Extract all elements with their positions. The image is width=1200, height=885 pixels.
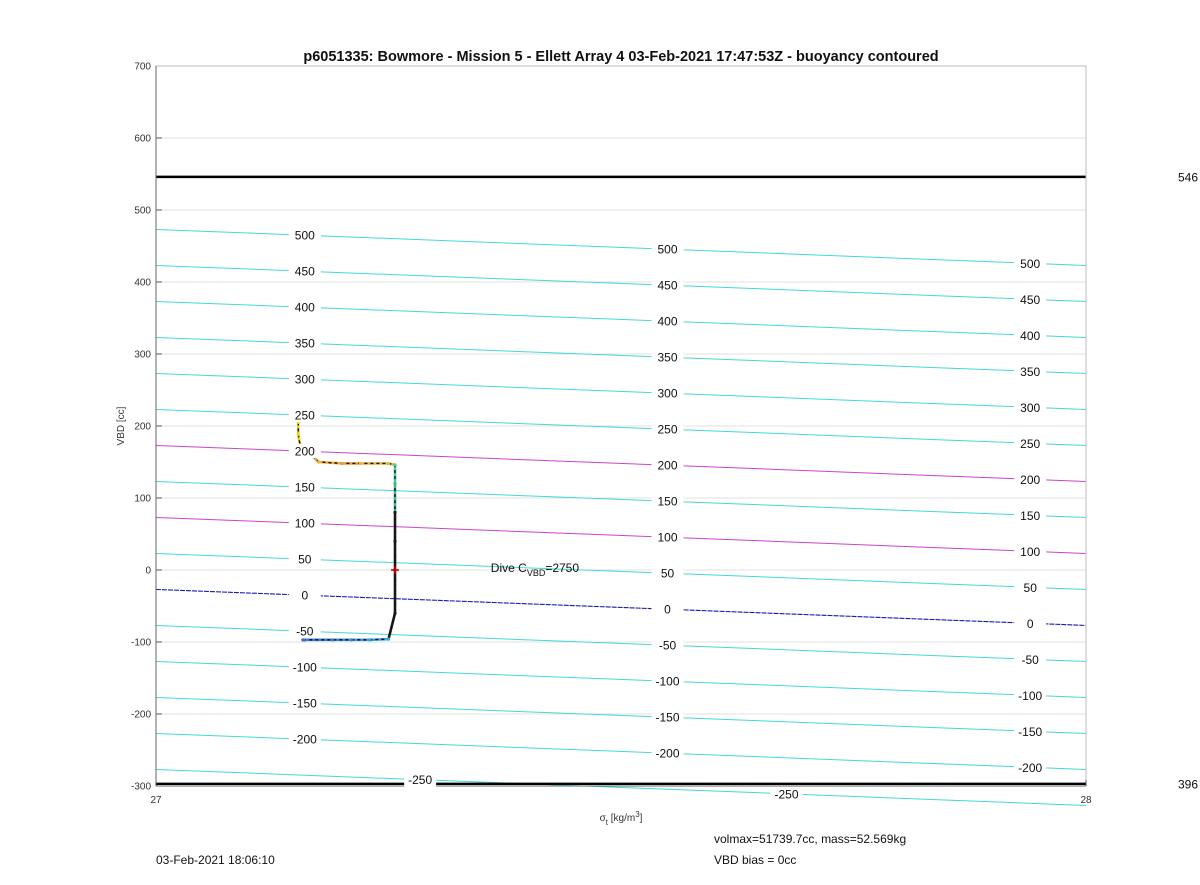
contour-label: 400 xyxy=(294,300,315,315)
trace-point xyxy=(393,612,396,615)
contour-label: -200 xyxy=(292,732,317,747)
trace-segment xyxy=(370,639,389,640)
y-tick-label: 0 xyxy=(145,565,151,577)
neutral-point-marker xyxy=(391,566,399,574)
contour-label: 250 xyxy=(657,422,678,437)
trace-point xyxy=(331,638,334,641)
reference-line-label: 396 xyxy=(1178,777,1199,792)
y-tick-label: -300 xyxy=(130,781,151,793)
contour-label: 400 xyxy=(1020,328,1041,343)
contour-label: -100 xyxy=(1018,688,1043,703)
trace-point xyxy=(393,482,396,485)
contour-label: -250 xyxy=(774,787,799,802)
contour-labels xyxy=(289,228,1046,801)
contour-label: 50 xyxy=(1023,580,1037,595)
grid xyxy=(156,66,1086,786)
vbd-bias-text: VBD bias = 0cc xyxy=(714,853,797,867)
contour-label: -150 xyxy=(292,696,317,711)
trace-point xyxy=(393,511,396,514)
contour-label: 50 xyxy=(660,566,675,581)
contour-label: 150 xyxy=(1020,508,1041,523)
contour-label: 0 xyxy=(664,602,671,617)
contour-label: 500 xyxy=(1020,256,1041,271)
contour-label: 500 xyxy=(657,242,678,257)
plot-timestamp: 03-Feb-2021 18:06:10 xyxy=(156,853,275,867)
contour-label: -150 xyxy=(1018,724,1043,739)
chart-title: p6051335: Bowmore - Mission 5 - Ellett Array 4 03-Feb-2021 17:47:53Z - buoyancy contoured xyxy=(303,49,939,65)
trace-point xyxy=(393,463,396,466)
contour-label: 350 xyxy=(1020,364,1041,379)
volmax-mass-text: volmax=51739.7cc, mass=52.569kg xyxy=(714,832,907,846)
y-tick-label: -200 xyxy=(130,709,151,721)
contour-label: 200 xyxy=(1020,472,1041,487)
y-tick-label: 100 xyxy=(134,493,151,505)
contour-label: 350 xyxy=(657,350,678,365)
contour-label: 450 xyxy=(1020,292,1041,307)
contour-label: 0 xyxy=(301,588,309,603)
contour-label: -50 xyxy=(658,638,677,653)
y-tick-label: 500 xyxy=(134,205,151,217)
contour-label: 50 xyxy=(298,552,312,567)
trace-point xyxy=(301,638,304,641)
y-tick-label: 200 xyxy=(134,421,151,433)
x-axis-label: $\sigma_t$ $[kg/m^3]$ xyxy=(599,810,643,827)
contour-label: 250 xyxy=(294,408,315,423)
contour-label: -50 xyxy=(296,624,314,639)
contour-label: -250 xyxy=(408,773,433,788)
contour-label: 400 xyxy=(657,314,678,329)
y-tick-label: -100 xyxy=(130,637,151,649)
trace-point xyxy=(368,638,371,641)
contour-label: 100 xyxy=(1020,544,1041,559)
contour-label: 150 xyxy=(657,494,678,509)
contour-label: -200 xyxy=(655,746,680,761)
trace-point xyxy=(387,462,390,465)
dive-cvbd-annotation xyxy=(491,561,580,578)
trace-point xyxy=(350,638,353,641)
contour-label: 100 xyxy=(657,530,678,545)
contour-label: 450 xyxy=(294,264,315,279)
trace-point xyxy=(297,433,300,436)
x-tick-label: 28 xyxy=(1080,795,1092,806)
y-tick-label: 300 xyxy=(134,349,151,361)
contour-label: 150 xyxy=(294,480,315,495)
annotation-text: Dive $C_{VBD}=2750$ xyxy=(490,561,580,578)
y-tick-label: 700 xyxy=(134,61,151,73)
contour-label: -150 xyxy=(655,710,680,725)
y-tick-label: 600 xyxy=(134,133,151,145)
reference-line-label: 546 xyxy=(1178,170,1199,185)
trace-point xyxy=(317,460,320,463)
trace-point xyxy=(393,540,396,543)
contour-label: 0 xyxy=(1026,616,1034,631)
y-tick-label: 400 xyxy=(134,277,151,289)
contour-label: 500 xyxy=(294,228,315,243)
contour-label: 300 xyxy=(657,386,678,401)
contour-label: 200 xyxy=(657,458,678,473)
contour-label: -200 xyxy=(1018,760,1043,775)
y-axis-label: VBD [cc] xyxy=(116,406,127,446)
contour-label: 450 xyxy=(657,278,678,293)
contour-line xyxy=(156,769,1086,805)
trace-point xyxy=(387,638,390,641)
contour-label: -100 xyxy=(292,660,317,675)
trace-point xyxy=(359,462,362,465)
contour-label: 200 xyxy=(294,444,315,459)
contour-label: 300 xyxy=(1020,400,1041,415)
contour-label: 300 xyxy=(294,372,315,387)
contour-label: 350 xyxy=(294,336,315,351)
contour-label: -50 xyxy=(1021,652,1039,667)
trace-point xyxy=(340,462,343,465)
x-tick-label: 27 xyxy=(150,795,162,806)
contour-label: 250 xyxy=(1020,436,1041,451)
contour-label: -100 xyxy=(655,674,680,689)
contour-label: 100 xyxy=(294,516,315,531)
axes xyxy=(131,62,1092,807)
